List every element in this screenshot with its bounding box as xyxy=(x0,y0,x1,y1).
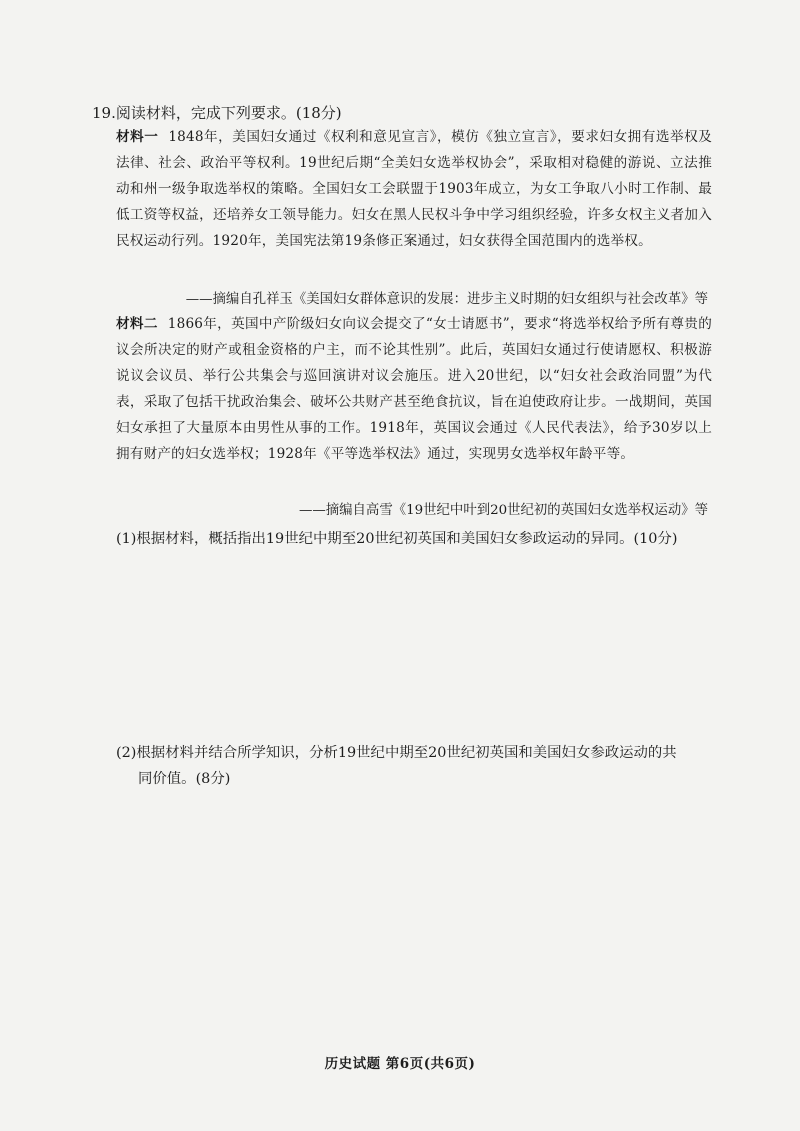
sub-question-2-line2: 同价值。(8分) xyxy=(138,771,231,787)
question-header: 19.阅读材料，完成下列要求。(18分) xyxy=(92,104,342,122)
material-one-text: 1848年，美国妇女通过《权利和意见宣言》，模仿《独立宣言》，要求妇女拥有选举权及法律、社会、政治平等权利。19世纪后期“全美妇女选举权协会”，采取相对稳健的游说、立法推动和州一级争取选举权的策略。全国妇女工会联盟于1903年成立，为女工争取八小时工作制、最低工资等权益，还培养女工领导能力。妇女在黑人民权斗争中学习组织经验，许多女权主义者加入民权运动行列。1920年，美国宪法第19条修正案通过，妇女获得全国范围内的选举权。 xyxy=(116,129,712,249)
material-one-source: ——摘编自孔祥玉《美国妇女群体意识的发展：进步主义时期的妇女组织与社会改革》等 xyxy=(185,292,708,307)
answer-area-2[interactable] xyxy=(116,800,712,1030)
material-two xyxy=(116,311,712,467)
material-one xyxy=(116,124,712,254)
answer-area-1[interactable] xyxy=(116,560,712,730)
material-two-label: 材料二 xyxy=(116,316,158,332)
material-one-label: 材料一 xyxy=(116,129,159,145)
sub-question-2 xyxy=(116,740,716,792)
page-footer: 历史试题 第6页(共6页) xyxy=(324,1056,476,1072)
material-two-text: 1866年，英国中产阶级妇女向议会提交了“女士请愿书”，要求“将选举权给予所有尊贵的议会所决定的财产或租金资格的户主，而不论其性别”。此后，英国妇女通过行使请愿权、积极游说议会议员、举行公共集会与巡回演讲对议会施压。进入20世纪，以“妇女社会政治同盟”为代表，采取了包括干扰政治集会、破坏公共财产甚至绝食抗议，旨在迫使政府让步。一战期间，英国妇女承担了大量原本由男性从事的工作。1918年，英国议会通过《人民代表法》，给予30岁以上拥有财产的妇女选举权；1928年《平等选举权法》通过，实现男女选举权年龄平等。 xyxy=(116,316,712,462)
sub-question-2-line1: (2)根据材料并结合所学知识，分析19世纪中期至20世纪初英国和美国妇女参政运动的共 xyxy=(116,745,677,761)
sub-question-1: (1)根据材料，概括指出19世纪中期至20世纪初英国和美国妇女参政运动的异同。(10分) xyxy=(116,531,678,547)
material-two-source: ——摘编自高雪《19世纪中叶到20世纪初的英国妇女选举权运动》等 xyxy=(298,503,708,518)
